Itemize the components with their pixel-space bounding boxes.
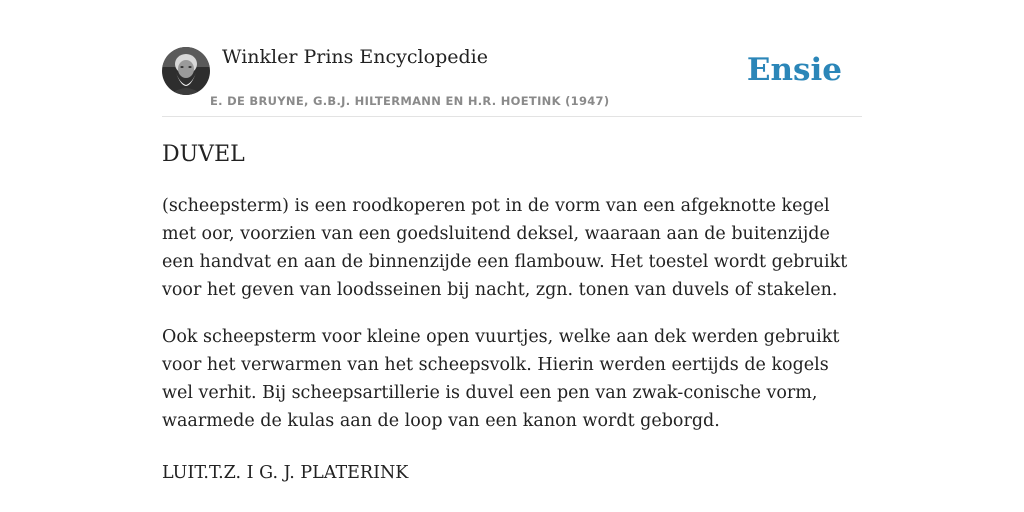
entry-author: LUIT.T.Z. I G. J. PLATERINK [162,463,409,483]
entry-title: DUVEL [162,142,245,167]
entry-paragraph: Ook scheepsterm voor kleine open vuurtjes, welke aan dek werden gebruikt voor het verwarmen van het scheepsvolk. Hierin werden eertijds de kogels wel verhit. Bij scheepsartillerie is duvel een pen van zwak-conische vorm, waarmede de kulas aan de loop van een kanon wordt geborgd. [162,327,840,431]
source-header [162,40,862,117]
portrait-icon [162,47,210,95]
source-avatar[interactable] [162,47,210,95]
entry-paragraph: (scheepsterm) is een roodkoperen pot in de vorm van een afgeknotte kegel met oor, voorzien van een goedsluitend deksel, waaraan aan de buitenzijde een handvat en aan de binnenzijde een flambouw. Het toestel wordt gebruikt voor het geven van loodsseinen bij nacht, zgn. tonen van duvels of stakelen. [162,196,848,300]
source-authors: E. DE BRUYNE, G.B.J. HILTERMANN EN H.R. HOETINK (1947) [210,94,610,108]
entry-body [162,192,862,454]
source-title[interactable]: Winkler Prins Encyclopedie [222,46,488,68]
brand-logo-link[interactable]: Ensie [746,52,842,88]
